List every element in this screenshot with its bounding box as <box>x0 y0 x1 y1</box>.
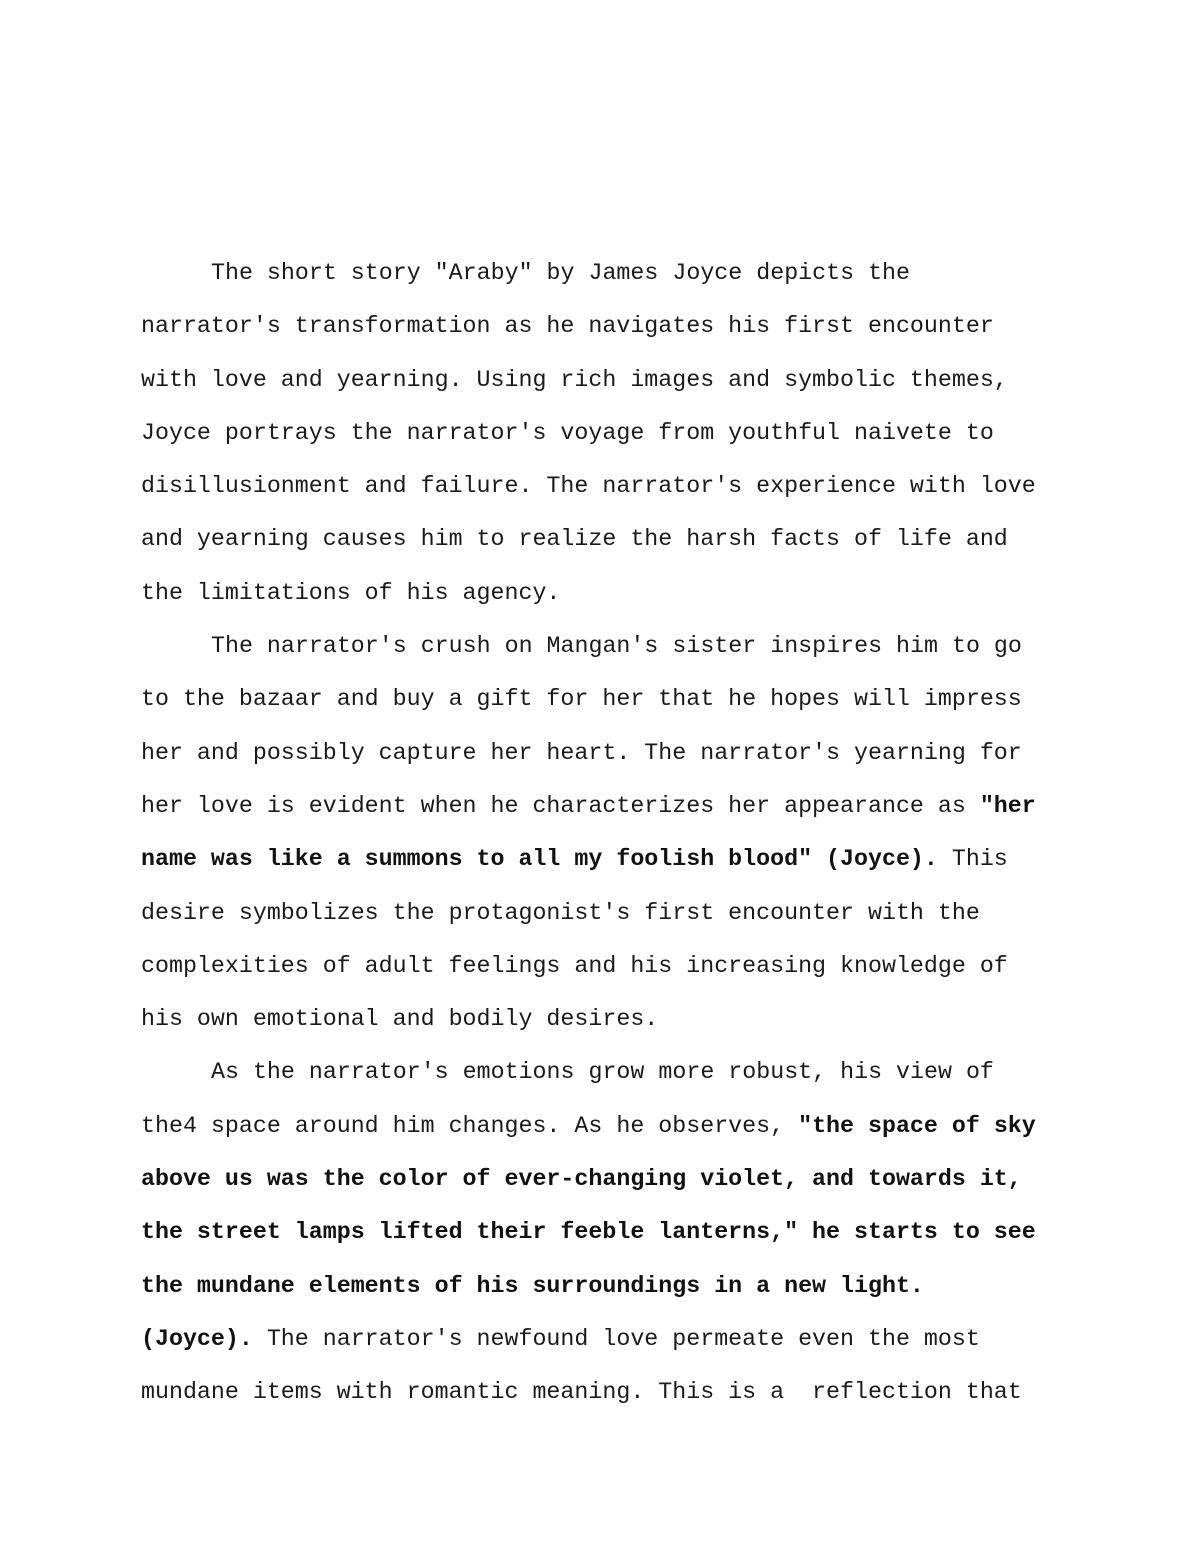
text-segment: her love is evident when he characterizes her appearance as <box>141 792 980 819</box>
text-line <box>141 887 1061 940</box>
text-line <box>141 1313 1061 1366</box>
text-segment: his own emotional and bodily desires. <box>141 1006 659 1033</box>
quoted-text: name was like a summons to all my foolish blood" (Joyce). <box>141 846 938 873</box>
text-line <box>141 940 1061 993</box>
text-line <box>141 300 1061 353</box>
text-line <box>141 1046 1061 1099</box>
text-line <box>141 1153 1061 1206</box>
text-line <box>141 833 1061 886</box>
text-segment: As the narrator's emotions grow more robust, his view of <box>211 1059 994 1086</box>
quoted-text: the street lamps lifted their feeble lanterns," he starts to see <box>141 1219 1036 1246</box>
text-line <box>141 1206 1061 1259</box>
text-line <box>141 407 1061 460</box>
text-line <box>141 1260 1061 1313</box>
text-line <box>141 567 1061 620</box>
text-segment: mundane items with romantic meaning. This is a reflection that <box>141 1379 1022 1406</box>
quoted-text: above us was the color of ever-changing violet, and towards it, <box>141 1166 1022 1193</box>
essay-body <box>141 247 1061 1420</box>
text-line <box>141 780 1061 833</box>
quoted-text: the mundane elements of his surroundings in a new light. <box>141 1272 924 1299</box>
text-segment: The short story "Araby" by James Joyce depicts the <box>211 260 911 286</box>
text-segment: the4 space around him changes. As he observes, <box>141 1112 799 1139</box>
text-segment: complexities of adult feelings and his increasing knowledge of <box>141 952 1008 979</box>
text-line <box>141 513 1061 566</box>
text-segment: to the bazaar and buy a gift for her that he hopes will impress <box>141 686 1022 713</box>
text-line <box>141 354 1061 407</box>
text-segment: The narrator's newfound love permeate even the most <box>252 1325 980 1352</box>
text-segment: with love and yearning. Using rich images and symbolic themes, <box>141 366 1008 393</box>
text-segment: The narrator's crush on Mangan's sister inspires him to go <box>211 633 1022 660</box>
text-segment: disillusionment and failure. The narrator's experience with love <box>141 473 1036 500</box>
text-segment: the limitations of his agency. <box>141 579 561 606</box>
quoted-text: "the space of sky <box>798 1112 1036 1139</box>
text-line <box>141 1366 1061 1419</box>
text-line <box>141 1100 1061 1153</box>
text-line <box>141 247 1061 300</box>
text-line <box>141 460 1061 513</box>
quoted-text: (Joyce). <box>141 1325 253 1352</box>
text-line <box>141 993 1061 1046</box>
text-segment: narrator's transformation as he navigates his first encounter <box>141 313 994 340</box>
quoted-text: "her <box>979 792 1036 819</box>
text-line <box>141 727 1061 780</box>
text-segment: This <box>937 846 1008 873</box>
text-line <box>141 620 1061 673</box>
text-segment: her and possibly capture her heart. The narrator's yearning for <box>141 739 1022 766</box>
text-segment: desire symbolizes the protagonist's first encounter with the <box>141 899 980 926</box>
text-segment: and yearning causes him to realize the harsh facts of life and <box>141 526 1008 553</box>
text-line <box>141 673 1061 726</box>
text-segment: Joyce portrays the narrator's voyage from youthful naivete to <box>141 419 994 446</box>
